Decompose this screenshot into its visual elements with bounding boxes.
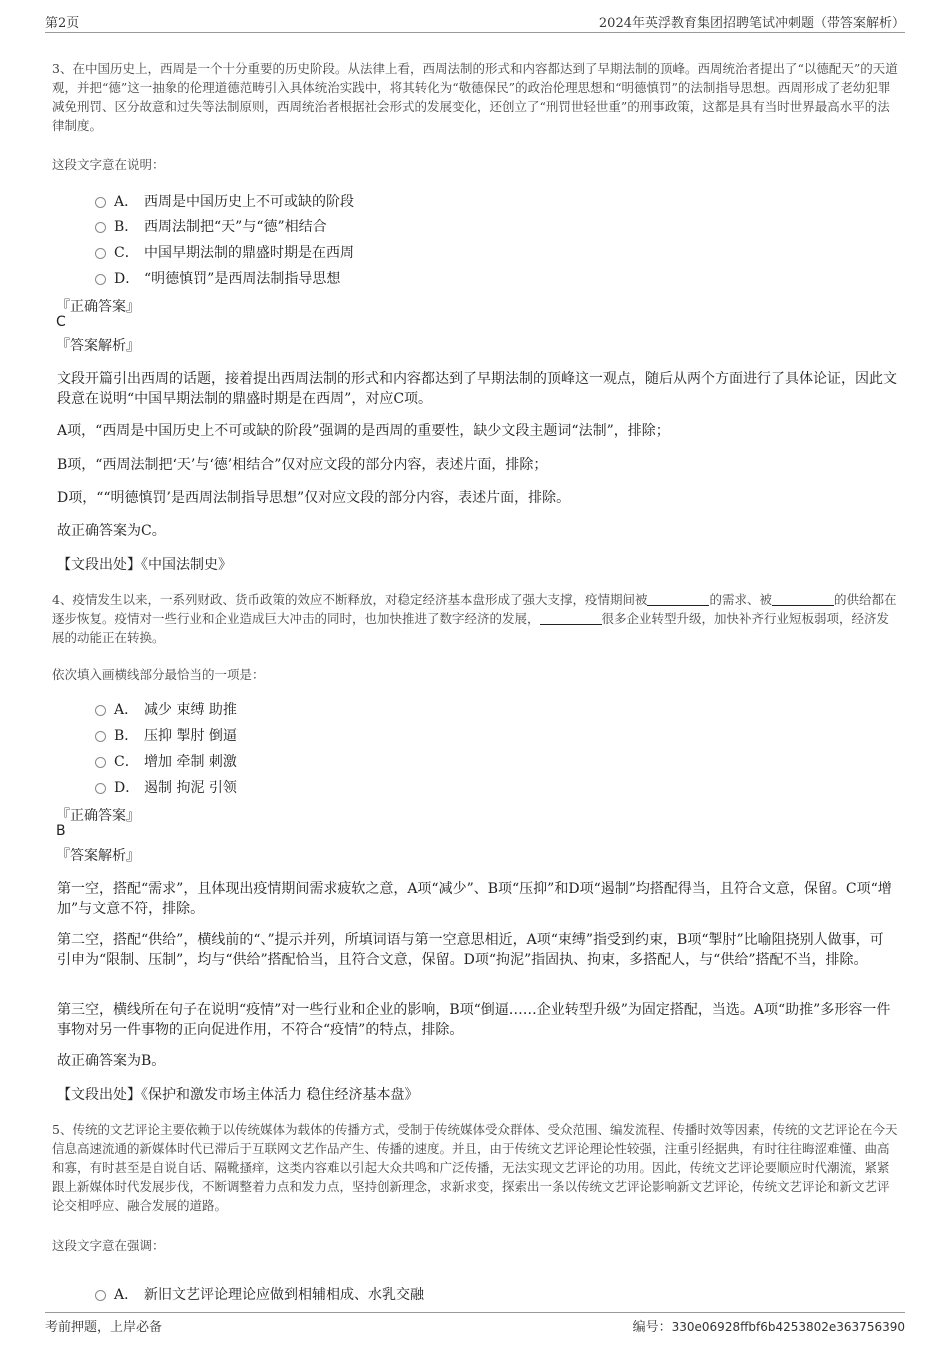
question-3-prompt: 这段文字意在说明： bbox=[52, 157, 165, 172]
radio-button[interactable] bbox=[95, 783, 106, 794]
question-4-option-c[interactable]: C． 增加 牵制 刺激 bbox=[95, 751, 237, 771]
fill-blank-3 bbox=[540, 612, 602, 625]
page-number: 第2页 bbox=[45, 16, 80, 31]
document-code: 编号：330e06928ffbf6b4253802e363756390 bbox=[632, 1320, 905, 1335]
question-5-stem-block bbox=[52, 1120, 900, 1215]
page-header bbox=[45, 12, 905, 33]
document-title: 2024年英浮教育集团招聘笔试冲刺题（带答案解析） bbox=[598, 16, 905, 31]
question-4-analysis-paragraph: 第一空，搭配“需求”，且体现出疫情期间需求疲软之意，A项“减少”、B项“压抑”和D项“遏制”均搭配得当，且符合文意，保留。C项“增加”与文意不符，排除。 bbox=[57, 881, 892, 917]
question-3-option-a[interactable]: A． 西周是中国历史上不可或缺的阶段 bbox=[95, 191, 354, 211]
question-4-option-b[interactable]: B． 压抑 掣肘 倒逼 bbox=[95, 725, 237, 745]
question-4-option-d[interactable]: D． 遏制 拘泥 引领 bbox=[95, 777, 237, 797]
question-4-stem: 4、疫情发生以来，一系列财政、货币政策的效应不断释放，对稳定经济基本盘形成了强大支撑，疫情期间被 的需求、被 的供给都在逐步恢复。疫情对一些行业和企业造成巨大冲击的同时，也加快推进了数字经济的发展， 很多企业转型升级，加快补齐行业短板弱项，经济发展的动能正在转换。 bbox=[52, 592, 897, 645]
question-3-option-d[interactable]: D． “明德慎罚”是西周法制指导思想 bbox=[95, 268, 340, 288]
question-4-stem-block bbox=[52, 590, 900, 647]
question-3-analysis-paragraph: 文段开篇引出西周的话题，接着提出西周法制的形式和内容都达到了早期法制的顶峰这一观点，随后从两个方面进行了具体论证，因此文段意在说明“中国早期法制的鼎盛时期是在西周”，对应C项。 bbox=[57, 371, 897, 407]
question-4-analysis-paragraph: 第三空，横线所在句子在说明“疫情”对一些行业和企业的影响，B项“倒逼……企业转型升级”为固定搭配，当选。A项“助推”多形容一件事物对另一件事物的正向促进作用，不符合“疫情”的特点，排除。 bbox=[57, 1002, 891, 1038]
question-5-option-a[interactable]: A． 新旧文艺评论理论应做到相辅相成、水乳交融 bbox=[95, 1284, 424, 1304]
question-3-source: 【文段出处】《中国法制史》 bbox=[57, 557, 232, 573]
question-4-answer: B bbox=[56, 823, 66, 839]
radio-button[interactable] bbox=[95, 248, 106, 259]
question-3-analysis-paragraph: A项，“西周是中国历史上不可或缺的阶段”强调的是西周的重要性，缺少文段主题词“法制”，排除； bbox=[57, 423, 670, 439]
question-4-prompt: 依次填入画横线部分最恰当的一项是： bbox=[52, 667, 265, 682]
question-3-answer: C bbox=[56, 314, 66, 330]
fill-blank-2 bbox=[772, 593, 834, 606]
radio-button[interactable] bbox=[95, 757, 106, 768]
question-4-answer-label: 『正确答案』 bbox=[56, 808, 140, 824]
radio-button[interactable] bbox=[95, 222, 106, 233]
question-3-option-c[interactable]: C． 中国早期法制的鼎盛时期是在西周 bbox=[95, 242, 354, 262]
question-3-answer-label: 『正确答案』 bbox=[56, 299, 140, 315]
question-3-option-b[interactable]: B． 西周法制把“天”与“德”相结合 bbox=[95, 216, 327, 236]
question-4-option-a[interactable]: A． 减少 束缚 助推 bbox=[95, 699, 237, 719]
question-3-analysis-paragraph: B项，“西周法制把‘天’与‘德’相结合”仅对应文段的部分内容，表述片面，排除； bbox=[57, 457, 548, 473]
question-3-stem-block bbox=[52, 59, 900, 135]
radio-button[interactable] bbox=[95, 274, 106, 285]
radio-button[interactable] bbox=[95, 705, 106, 716]
question-4-conclusion: 故正确答案为B。 bbox=[57, 1053, 166, 1069]
question-5-prompt: 这段文字意在强调： bbox=[52, 1238, 165, 1253]
radio-button[interactable] bbox=[95, 731, 106, 742]
question-3-analysis-paragraph: D项，““明德慎罚’是西周法制指导思想”仅对应文段的部分内容，表述片面，排除。 bbox=[57, 490, 571, 506]
question-5-stem: 5、传统的文艺评论主要依赖于以传统媒体为载体的传播方式，受制于传统媒体受众群体、受众范围、编发流程、传播时效等因素，传统的文艺评论在今天信息高速流通的新媒体时代已滞后于互联网文艺作品产生、传播的速度。并且，由于传统文艺评论理论性较强，注重引经据典，有时往往晦涩难懂、曲高和寡，有时甚至是自说自话、隔靴搔痒，这类内容难以引起大众共鸣和广泛传播，无法实现文艺评论的功用。因此，传统文艺评论要顺应时代潮流，紧紧跟上新媒体时代发展步伐，不断调整着力点和发力点，坚持创新理念，求新求变，探索出一条以传统文艺评论影响新文艺评论，传统文艺评论和新文艺评论交相呼应、融合发展的道路。 bbox=[52, 1122, 898, 1213]
question-4-analysis-paragraph: 第二空，搭配“供给”，横线前的“、”提示并列，所填词语与第一空意思相近，A项“束缚”指受到约束，B项“掣肘”比喻阻挠别人做事，可引申为“限制、压制”，均与“供给”搭配恰当，且符合文意，保留。D项“拘泥”指固执、拘束，多搭配人，与“供给”搭配不当，排除。 bbox=[57, 932, 884, 968]
question-4-source: 【文段出处】《保护和激发市场主体活力 稳住经济基本盘》 bbox=[57, 1087, 419, 1103]
footer-slogan: 考前押题，上岸必备 bbox=[45, 1320, 163, 1335]
radio-button[interactable] bbox=[95, 197, 106, 208]
question-4-analysis-label: 『答案解析』 bbox=[56, 848, 140, 864]
radio-button[interactable] bbox=[95, 1290, 106, 1301]
question-3-conclusion: 故正确答案为C。 bbox=[57, 523, 166, 539]
question-3-stem: 3、在中国历史上，西周是一个十分重要的历史阶段。从法律上看，西周法制的形式和内容都达到了早期法制的顶峰。西周统治者提出了“以德配天”的天道观，并把“德”这一抽象的伦理道德范畴引入具体统治实践中，将其转化为“敬德保民”的政治伦理思想和“明德慎罚”的法制指导思想。西周形成了老幼犯罪减免刑罚、区分故意和过失等法制原则，西周统治者根据社会形式的发展变化，还创立了“刑罚世轻世重”的刑事政策，这都是具有当时世界最高水平的法律制度。 bbox=[52, 61, 898, 133]
page-footer bbox=[45, 1312, 905, 1333]
fill-blank-1 bbox=[647, 593, 709, 606]
question-3-analysis-label: 『答案解析』 bbox=[56, 338, 140, 354]
